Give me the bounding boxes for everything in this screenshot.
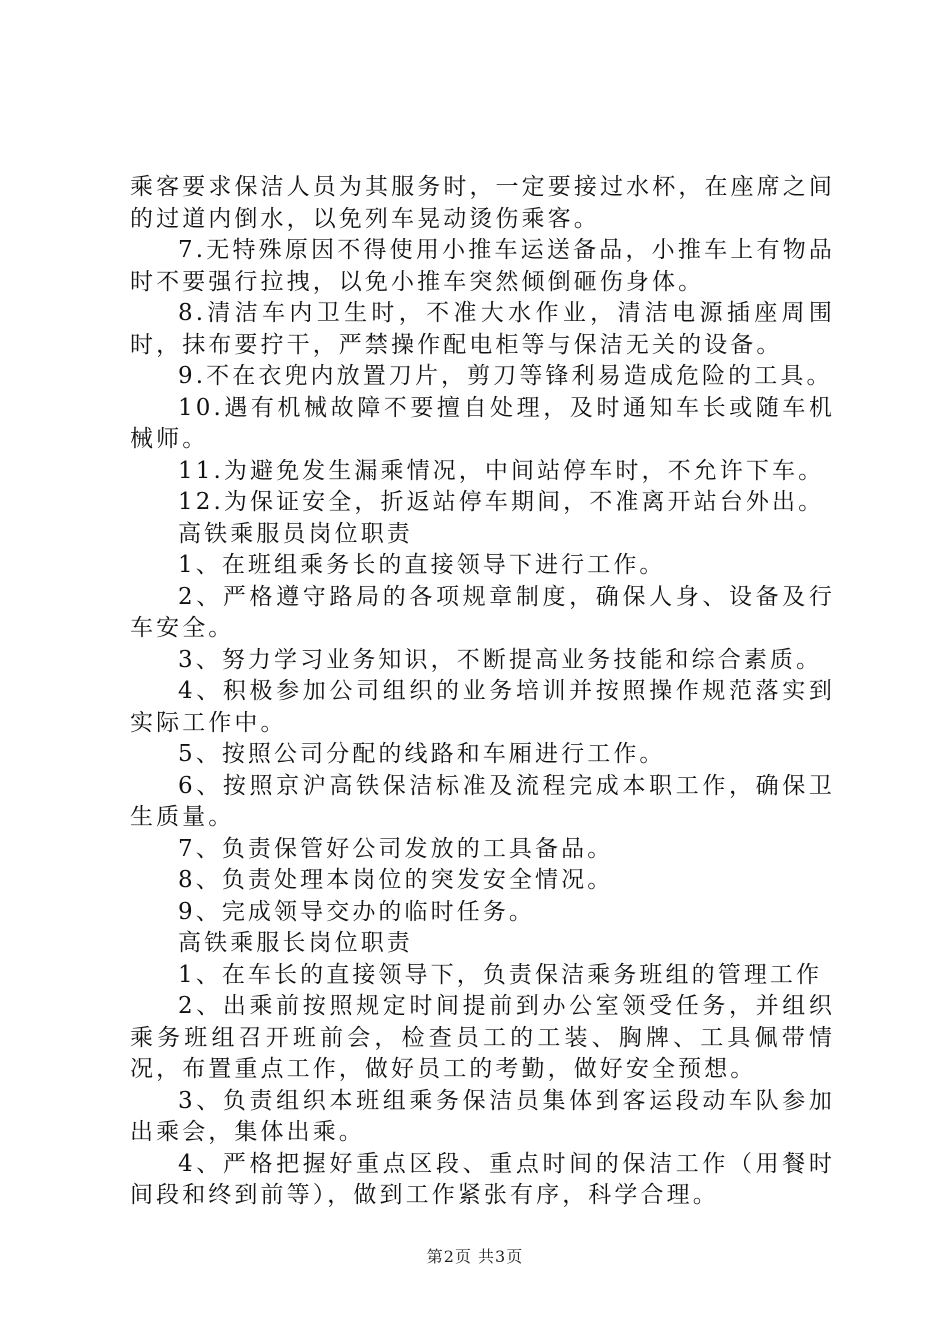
paragraph: 6、按照京沪高铁保洁标准及流程完成本职工作，确保卫生质量。: [130, 772, 835, 830]
paragraph: 7、负责保管好公司发放的工具备品。: [178, 835, 614, 862]
paragraph: 乘客要求保洁人员为其服务时，一定要接过水杯，在座席之间的过道内倒水，以免列车晃动烫伤乘客。: [130, 174, 835, 232]
paragraph: 3、努力学习业务知识，不断提高业务技能和综合素质。: [178, 646, 823, 673]
paragraph: 12.为保证安全，折返站停车期间，不准离开站台外出。: [178, 489, 825, 515]
paragraph: 1、在车长的直接领导下，负责保洁乘务班组的管理工作: [178, 961, 823, 988]
page-footer: [0, 1244, 950, 1267]
paragraph: 11.为避免发生漏乘情况，中间站停车时，不允许下车。: [178, 457, 825, 484]
paragraph: 5、按照公司分配的线路和车厢进行工作。: [178, 741, 666, 767]
paragraph: 9、完成领导交办的临时任务。: [178, 898, 536, 925]
paragraph: 4、积极参加公司组织的业务培训并按照操作规范落实到实际工作中。: [130, 678, 835, 736]
paragraph: 10.遇有机械故障不要擅自处理，及时通知车长或随车机械师。: [130, 394, 835, 452]
paragraph: 2、出乘前按照规定时间提前到办公室领受任务，并组织乘务班组召开班前会，检查员工的工装、胸牌、工具佩带情况，布置重点工作，做好员工的考勤，做好安全预想。: [130, 993, 835, 1082]
document-body: [130, 172, 835, 1212]
page-number-label: 第2页 共3页: [426, 1247, 524, 1266]
paragraph: 8、负责处理本岗位的突发安全情况。: [178, 867, 614, 893]
paragraph: 1、在班组乘务长的直接领导下进行工作。: [178, 552, 666, 578]
section-heading: 高铁乘服员岗位职责: [178, 520, 413, 547]
paragraph: 3、负责组织本班组乘务保洁员集体到客运段动车队参加出乘会，集体出乘。: [130, 1087, 835, 1145]
paragraph: 7.无特殊原因不得使用小推车运送备品，小推车上有物品时不要强行拉拽，以免小推车突然倾倒砸伤身体。: [130, 237, 835, 295]
paragraph: 9.不在衣兜内放置刀片，剪刀等锋利易造成危险的工具。: [178, 363, 833, 389]
paragraph: 2、严格遵守路局的各项规章制度，确保人身、设备及行车安全。: [130, 583, 835, 641]
paragraph: 8.清洁车内卫生时，不准大水作业，清洁电源插座周围时，抹布要拧干，严禁操作配电柜等与保洁无关的设备。: [130, 300, 835, 358]
section-heading: 高铁乘服长岗位职责: [178, 930, 413, 956]
paragraph: 4、严格把握好重点区段、重点时间的保洁工作（用餐时间段和终到前等），做到工作紧张有序，科学合理。: [130, 1150, 835, 1208]
